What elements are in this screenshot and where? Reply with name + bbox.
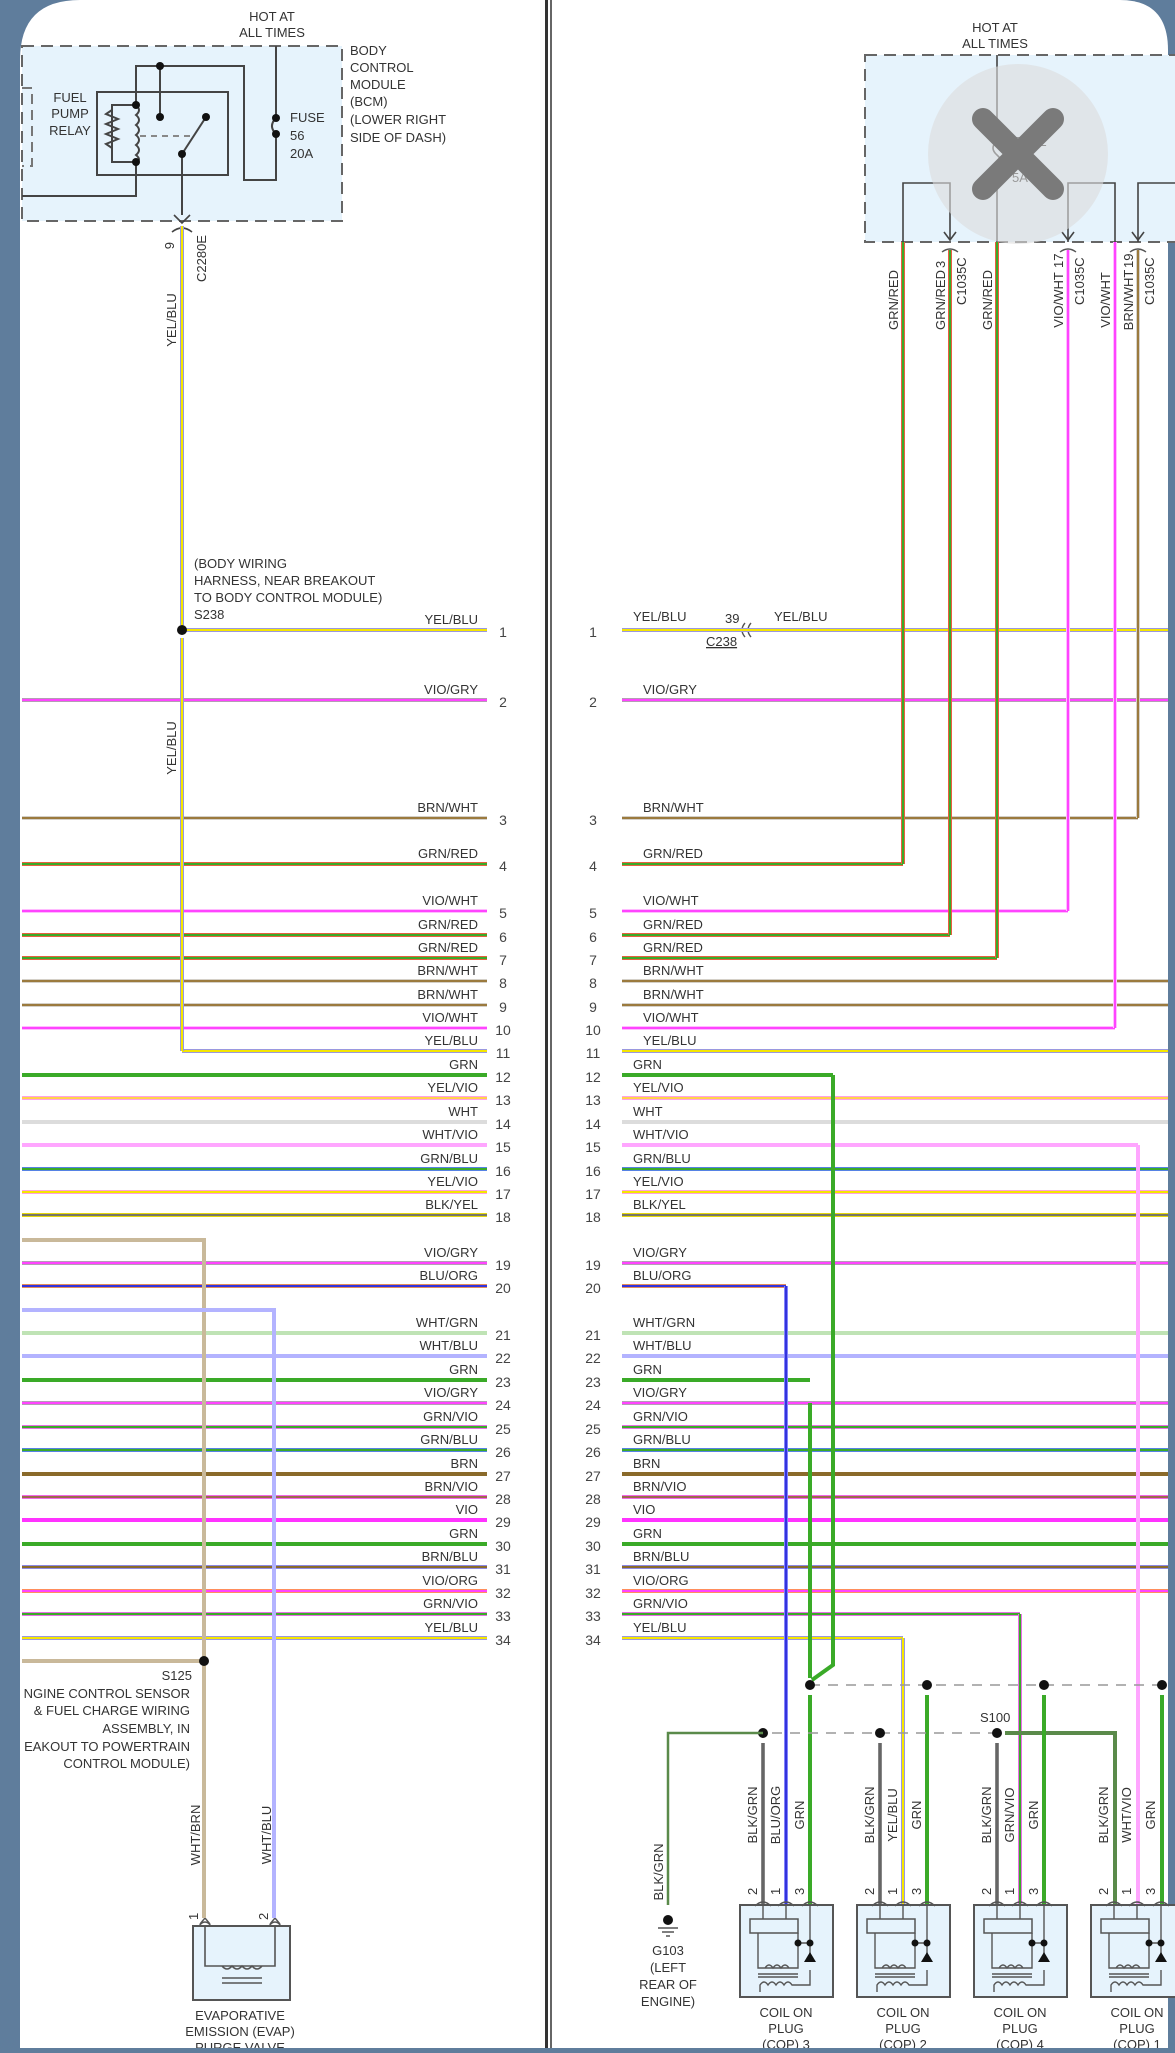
coil-wire-label: WHT/VIO xyxy=(1119,1787,1134,1843)
vertical-wire-pin: 17 xyxy=(1051,253,1066,268)
coil-dot xyxy=(1041,1940,1048,1947)
left-pin-number: 33 xyxy=(495,1608,511,1624)
left-wire-label: YEL/VIO xyxy=(427,1174,478,1189)
left-pin-number: 30 xyxy=(495,1538,511,1554)
left-wire-label: BRN/VIO xyxy=(424,1479,478,1494)
left-wire-label: BRN/WHT xyxy=(417,987,478,1002)
left-wire-label: GRN xyxy=(449,1057,478,1072)
right-wire-label: GRN/VIO xyxy=(633,1596,688,1611)
s100-label: S100 xyxy=(980,1710,1011,1725)
fuse56-label-1: FUSE xyxy=(290,110,325,125)
evap-pin-2: 2 xyxy=(256,1912,271,1920)
right-wire-label: VIO/WHT xyxy=(643,1010,699,1025)
vertical-wire-pin: 19 xyxy=(1121,253,1136,268)
right-pin-number: 4 xyxy=(589,858,597,874)
c2280e-name: C2280E xyxy=(194,235,209,282)
right-hot-label-2: ALL TIMES xyxy=(962,36,1028,51)
left-pin-number: 26 xyxy=(495,1444,511,1460)
right-wire-label: WHT/VIO xyxy=(633,1127,689,1142)
vertical-wire-label: GRN/RED xyxy=(980,270,995,330)
coil-wire-label: YEL/BLU xyxy=(885,1788,900,1842)
close-button[interactable] xyxy=(928,64,1108,244)
coil-label: COIL ON xyxy=(876,2005,930,2020)
coil-pin: 1 xyxy=(768,1887,783,1895)
vertical-wire-label: GRN/RED xyxy=(886,270,901,330)
s125-note-line: & FUEL CHARGE WIRING xyxy=(33,1703,190,1718)
left-wire-label: BLK/YEL xyxy=(425,1197,478,1212)
coil-pin: 2 xyxy=(979,1887,994,1895)
bcm-label-line: BODY xyxy=(350,43,387,58)
left-wire-label: BRN xyxy=(450,1456,478,1471)
g103-label-4: ENGINE) xyxy=(640,1994,696,2009)
right-wire-label: YEL/BLU xyxy=(633,1620,687,1635)
bcm-label-line: SIDE OF DASH) xyxy=(350,130,447,145)
coil-wire-label: GRN/VIO xyxy=(1002,1787,1017,1843)
left-pin-number: 1 xyxy=(499,624,507,640)
c238-pin: 39 xyxy=(725,611,740,626)
coil-wire-label: BLK/GRN xyxy=(979,1786,994,1844)
fuse56-label-2: 56 xyxy=(290,128,305,143)
left-wire-label: BRN/WHT xyxy=(417,963,478,978)
coil-dot xyxy=(807,1940,814,1947)
left-pin-number: 21 xyxy=(495,1327,511,1343)
right-wire-label: BRN/VIO xyxy=(633,1479,687,1494)
left-pin-number: 8 xyxy=(499,975,507,991)
left-wire-label: BLU/ORG xyxy=(419,1268,478,1283)
coil-label: (COP) 3 xyxy=(762,2037,810,2048)
left-wire-label: GRN xyxy=(449,1526,478,1541)
s238-riser-label: YEL/BLU xyxy=(164,721,179,775)
right-wire-label: YEL/BLU xyxy=(643,1033,697,1048)
left-wire-label: GRN/VIO xyxy=(423,1409,478,1424)
panel-divider-2 xyxy=(550,0,552,2048)
left-wire-label: GRN/BLU xyxy=(420,1432,478,1447)
left-pin-number: 5 xyxy=(499,905,507,921)
right-hot-label-1: HOT AT xyxy=(972,20,1018,35)
coil-label: PLUG xyxy=(1119,2021,1155,2036)
coil-dot xyxy=(924,1940,931,1947)
right-pin-number: 23 xyxy=(585,1374,601,1390)
coil-pin: 1 xyxy=(1002,1887,1017,1895)
right-wire-label: VIO xyxy=(633,1502,656,1517)
left-wire-label: VIO/GRY xyxy=(424,682,478,697)
evap-label-3: PURGE VALVE xyxy=(195,2040,285,2048)
coil-wire-label: BLK/GRN xyxy=(1096,1786,1111,1844)
s238-dot xyxy=(177,625,187,635)
left-wire-label: GRN/RED xyxy=(418,846,478,861)
right-pin-number: 15 xyxy=(585,1139,601,1155)
left-pin-number: 27 xyxy=(495,1468,511,1484)
right-wire-label: BRN/WHT xyxy=(643,987,704,1002)
vertical-wire-label: GRN/RED xyxy=(933,270,948,330)
right-pin-number: 9 xyxy=(589,999,597,1015)
evap-label-1: EVAPORATIVE xyxy=(195,2008,285,2023)
left-pin-number: 18 xyxy=(495,1209,511,1225)
s125-note-line: EAKOUT TO POWERTRAIN xyxy=(24,1739,190,1754)
right-pin-number: 3 xyxy=(589,812,597,828)
right-pin-number: 16 xyxy=(585,1163,601,1179)
left-pin-number: 7 xyxy=(499,952,507,968)
right-wire-label: YEL/VIO xyxy=(633,1080,684,1095)
left-wire-label: VIO/WHT xyxy=(422,893,478,908)
s125-note-line: ASSEMBLY, IN xyxy=(102,1721,190,1736)
coil-pin: 1 xyxy=(885,1887,900,1895)
right-pin-number: 18 xyxy=(585,1209,601,1225)
left-wire-label: VIO/WHT xyxy=(422,1010,478,1025)
left-wire-label: YEL/VIO xyxy=(427,1080,478,1095)
right-wire-label: GRN/RED xyxy=(643,846,703,861)
right-wire-label: GRN/BLU xyxy=(633,1151,691,1166)
left-wire-label: VIO/GRY xyxy=(424,1385,478,1400)
coil-wire-label: BLU/ORG xyxy=(768,1785,783,1845)
right-wire-label: BRN xyxy=(633,1456,661,1471)
relay-label-3: RELAY xyxy=(49,123,91,138)
right-pin-number: 14 xyxy=(585,1116,601,1132)
right-pin-number: 8 xyxy=(589,975,597,991)
left-wire-label: VIO xyxy=(455,1502,478,1517)
g103-label-2: (LEFT xyxy=(649,1960,687,1975)
riser-wire-label: YEL/BLU xyxy=(164,293,179,347)
left-wire-label: WHT/GRN xyxy=(415,1315,478,1330)
right-pin-number: 13 xyxy=(585,1092,601,1108)
coil-label: COIL ON xyxy=(759,2005,813,2020)
coil-wire-label: BLK/GRN xyxy=(862,1786,877,1844)
coil-label: (COP) 1 xyxy=(1113,2037,1161,2048)
right-wire-label: BRN/BLU xyxy=(633,1549,690,1564)
coil-label: PLUG xyxy=(885,2021,921,2036)
c238-right-wire-label: YEL/BLU xyxy=(774,609,828,624)
left-pin-number: 11 xyxy=(495,1045,511,1061)
coil-dot xyxy=(1146,1940,1153,1947)
right-wire-label: GRN/VIO xyxy=(633,1409,688,1424)
evap-label-2: EMISSION (EVAP) xyxy=(185,2024,295,2039)
left-pin-number: 28 xyxy=(495,1491,511,1507)
left-wire-label: GRN/BLU xyxy=(420,1151,478,1166)
bcm-hot-label-1: HOT AT xyxy=(249,9,295,24)
right-pin-number: 28 xyxy=(585,1491,601,1507)
right-pin-number: 27 xyxy=(585,1468,601,1484)
coil-dot xyxy=(1029,1940,1036,1947)
right-pin-number: 33 xyxy=(585,1608,601,1624)
bcm-label-line: MODULE xyxy=(350,77,406,92)
coil-wire-label: GRN xyxy=(1026,1800,1041,1830)
s238-note-line: TO BODY CONTROL MODULE) xyxy=(194,590,383,605)
left-wire-label: YEL/BLU xyxy=(424,1033,478,1048)
right-wire-label: GRN xyxy=(633,1362,662,1377)
left-pin-number: 32 xyxy=(495,1585,511,1601)
left-pin-number: 4 xyxy=(499,858,507,874)
left-pin-number: 22 xyxy=(495,1350,511,1366)
right-wire-label: BLK/YEL xyxy=(633,1197,686,1212)
left-pin-number: 14 xyxy=(495,1116,511,1132)
vertical-wire-label: VIO/WHT xyxy=(1051,272,1066,328)
right-pin-number: 17 xyxy=(585,1186,601,1202)
left-pin-number: 2 xyxy=(499,694,507,710)
right-wire-label: BRN/WHT xyxy=(643,800,704,815)
coil-label: PLUG xyxy=(1002,2021,1038,2036)
right-pin-number: 24 xyxy=(585,1397,601,1413)
left-pin-number: 15 xyxy=(495,1139,511,1155)
coil-pin: 3 xyxy=(1026,1887,1041,1895)
right-pin-number: 32 xyxy=(585,1585,601,1601)
c238-left-wire-label: YEL/BLU xyxy=(633,609,687,624)
coil-pin: 3 xyxy=(909,1887,924,1895)
coil-pin: 2 xyxy=(862,1887,877,1895)
right-pin-number: 34 xyxy=(585,1632,601,1648)
right-wire-label: GRN xyxy=(633,1526,662,1541)
right-pin-number: 31 xyxy=(585,1561,601,1577)
left-pin-number: 20 xyxy=(495,1280,511,1296)
coil-dot xyxy=(795,1940,802,1947)
left-wire-label: YEL/BLU xyxy=(424,612,478,627)
right-wire-label: VIO/GRY xyxy=(643,682,697,697)
vertical-wire-connector: C1035C xyxy=(954,257,969,305)
right-wire-label: GRN/RED xyxy=(643,917,703,932)
right-pin-number: 25 xyxy=(585,1421,601,1437)
evap-wire-2-label: WHT/BLU xyxy=(259,1805,274,1865)
right-pin-number: 7 xyxy=(589,952,597,968)
coil-pin: 3 xyxy=(792,1887,807,1895)
right-pin-number: 30 xyxy=(585,1538,601,1554)
left-pin-number: 12 xyxy=(495,1069,511,1085)
c238-name: C238 xyxy=(706,634,738,649)
right-pin-number: 5 xyxy=(589,905,597,921)
left-wire-label: GRN/RED xyxy=(418,917,478,932)
right-wire-label: VIO/GRY xyxy=(633,1245,687,1260)
ground-wire-label: BLK/GRN xyxy=(651,1843,666,1901)
coil-dot xyxy=(912,1940,919,1947)
coil-pin: 2 xyxy=(745,1887,760,1895)
right-wire-label: GRN/BLU xyxy=(633,1432,691,1447)
right-wire-label: WHT/GRN xyxy=(633,1315,696,1330)
left-wire-label: VIO/GRY xyxy=(424,1245,478,1260)
s125-note-line: NGINE CONTROL SENSOR xyxy=(23,1686,190,1701)
coil-label: COIL ON xyxy=(1110,2005,1164,2020)
vertical-wire-connector: C1035C xyxy=(1072,257,1087,305)
evap-purge-valve xyxy=(193,1918,290,2000)
left-wire-label: WHT/VIO xyxy=(422,1127,478,1142)
right-wire-label: VIO/GRY xyxy=(633,1385,687,1400)
left-pin-number: 29 xyxy=(495,1514,511,1530)
left-pin-number: 34 xyxy=(495,1632,511,1648)
coil-pin: 1 xyxy=(1119,1887,1134,1895)
left-wire-label: WHT/BLU xyxy=(419,1338,478,1353)
relay-label-1: FUEL xyxy=(53,90,87,105)
s238-label: S238 xyxy=(194,607,225,622)
left-wire-label: YEL/BLU xyxy=(424,1620,478,1635)
coil-wire-label: GRN xyxy=(909,1800,924,1830)
coil-wire-label: GRN xyxy=(1143,1800,1158,1830)
right-wire-label: GRN/RED xyxy=(643,940,703,955)
right-wire-label: YEL/VIO xyxy=(633,1174,684,1189)
right-pin-number: 29 xyxy=(585,1514,601,1530)
left-pin-number: 25 xyxy=(495,1421,511,1437)
vertical-wire-label: BRN/WHT xyxy=(1121,269,1136,331)
left-pin-number: 19 xyxy=(495,1257,511,1273)
relay-label-2: PUMP xyxy=(51,106,89,121)
c2280e-pin: 9 xyxy=(162,242,177,250)
right-wire-label: BRN/WHT xyxy=(643,963,704,978)
coil-wire-label: GRN xyxy=(792,1800,807,1830)
left-pin-number: 3 xyxy=(499,812,507,828)
g103-label-3: REAR OF xyxy=(639,1977,697,1992)
vertical-wire-pin: 3 xyxy=(933,260,948,268)
right-wire-label: BLU/ORG xyxy=(633,1268,692,1283)
bcm-label-line: (LOWER RIGHT xyxy=(350,112,447,127)
fuse56-label-3: 20A xyxy=(290,146,314,161)
left-wire-label: BRN/WHT xyxy=(417,800,478,815)
coil-label: PLUG xyxy=(768,2021,804,2036)
right-pin-number: 2 xyxy=(589,694,597,710)
s238-note-line: (BODY WIRING xyxy=(194,556,287,571)
right-pin-number: 6 xyxy=(589,929,597,945)
s125-note-line: CONTROL MODULE) xyxy=(63,1756,190,1771)
right-wire-label: WHT xyxy=(633,1104,663,1119)
left-pin-number: 13 xyxy=(495,1092,511,1108)
left-wire-label: WHT xyxy=(448,1104,478,1119)
left-wire-label: GRN/VIO xyxy=(423,1596,478,1611)
left-wire-label: BRN/BLU xyxy=(421,1549,478,1564)
vertical-wire-label: VIO/WHT xyxy=(1098,272,1113,328)
vertical-wire-connector: C1035C xyxy=(1142,257,1157,305)
s125-dot xyxy=(199,1656,209,1666)
right-pin-number: 12 xyxy=(585,1069,601,1085)
coil-label: COIL ON xyxy=(993,2005,1047,2020)
bcm-hot-label-2: ALL TIMES xyxy=(239,25,305,40)
left-pin-number: 17 xyxy=(495,1186,511,1202)
left-wire-label: GRN/RED xyxy=(418,940,478,955)
right-pin-number: 10 xyxy=(585,1022,601,1038)
evap-pin-1: 1 xyxy=(186,1912,201,1920)
right-pin-number: 11 xyxy=(585,1045,601,1061)
left-pin-number: 16 xyxy=(495,1163,511,1179)
left-pin-number: 31 xyxy=(495,1561,511,1577)
coil-pin: 2 xyxy=(1096,1887,1111,1895)
right-wire-label: GRN xyxy=(633,1057,662,1072)
left-pin-number: 9 xyxy=(499,999,507,1015)
left-wire-label: VIO/ORG xyxy=(422,1573,478,1588)
right-wire-label: VIO/ORG xyxy=(633,1573,689,1588)
right-pin-number: 20 xyxy=(585,1280,601,1296)
right-pin-number: 19 xyxy=(585,1257,601,1273)
left-pin-number: 24 xyxy=(495,1397,511,1413)
evap-wire-1-label: WHT/BRN xyxy=(188,1804,203,1866)
panel-divider xyxy=(545,0,548,2048)
s125-label: S125 xyxy=(161,1668,192,1683)
right-wire-label: WHT/BLU xyxy=(633,1338,692,1353)
coil-pin: 3 xyxy=(1143,1887,1158,1895)
right-pin-number: 26 xyxy=(585,1444,601,1460)
bcm-label-line: CONTROL xyxy=(350,60,414,75)
right-pin-number: 21 xyxy=(585,1327,601,1343)
left-pin-number: 10 xyxy=(495,1022,511,1038)
coil-wire-label: BLK/GRN xyxy=(745,1786,760,1844)
coil-dot xyxy=(1158,1940,1165,1947)
close-icon xyxy=(928,64,1108,244)
coil-label: (COP) 4 xyxy=(996,2037,1044,2048)
s238-note-line: HARNESS, NEAR BREAKOUT xyxy=(194,573,376,588)
left-pin-number: 6 xyxy=(499,929,507,945)
right-pin-number: 1 xyxy=(589,624,597,640)
left-pin-number: 23 xyxy=(495,1374,511,1390)
right-wire-label: VIO/WHT xyxy=(643,893,699,908)
g103-label-1: G103 xyxy=(652,1943,684,1958)
right-pin-number: 22 xyxy=(585,1350,601,1366)
left-wire-label: GRN xyxy=(449,1362,478,1377)
coil-label: (COP) 2 xyxy=(879,2037,927,2048)
bcm-label-line: (BCM) xyxy=(350,94,388,109)
